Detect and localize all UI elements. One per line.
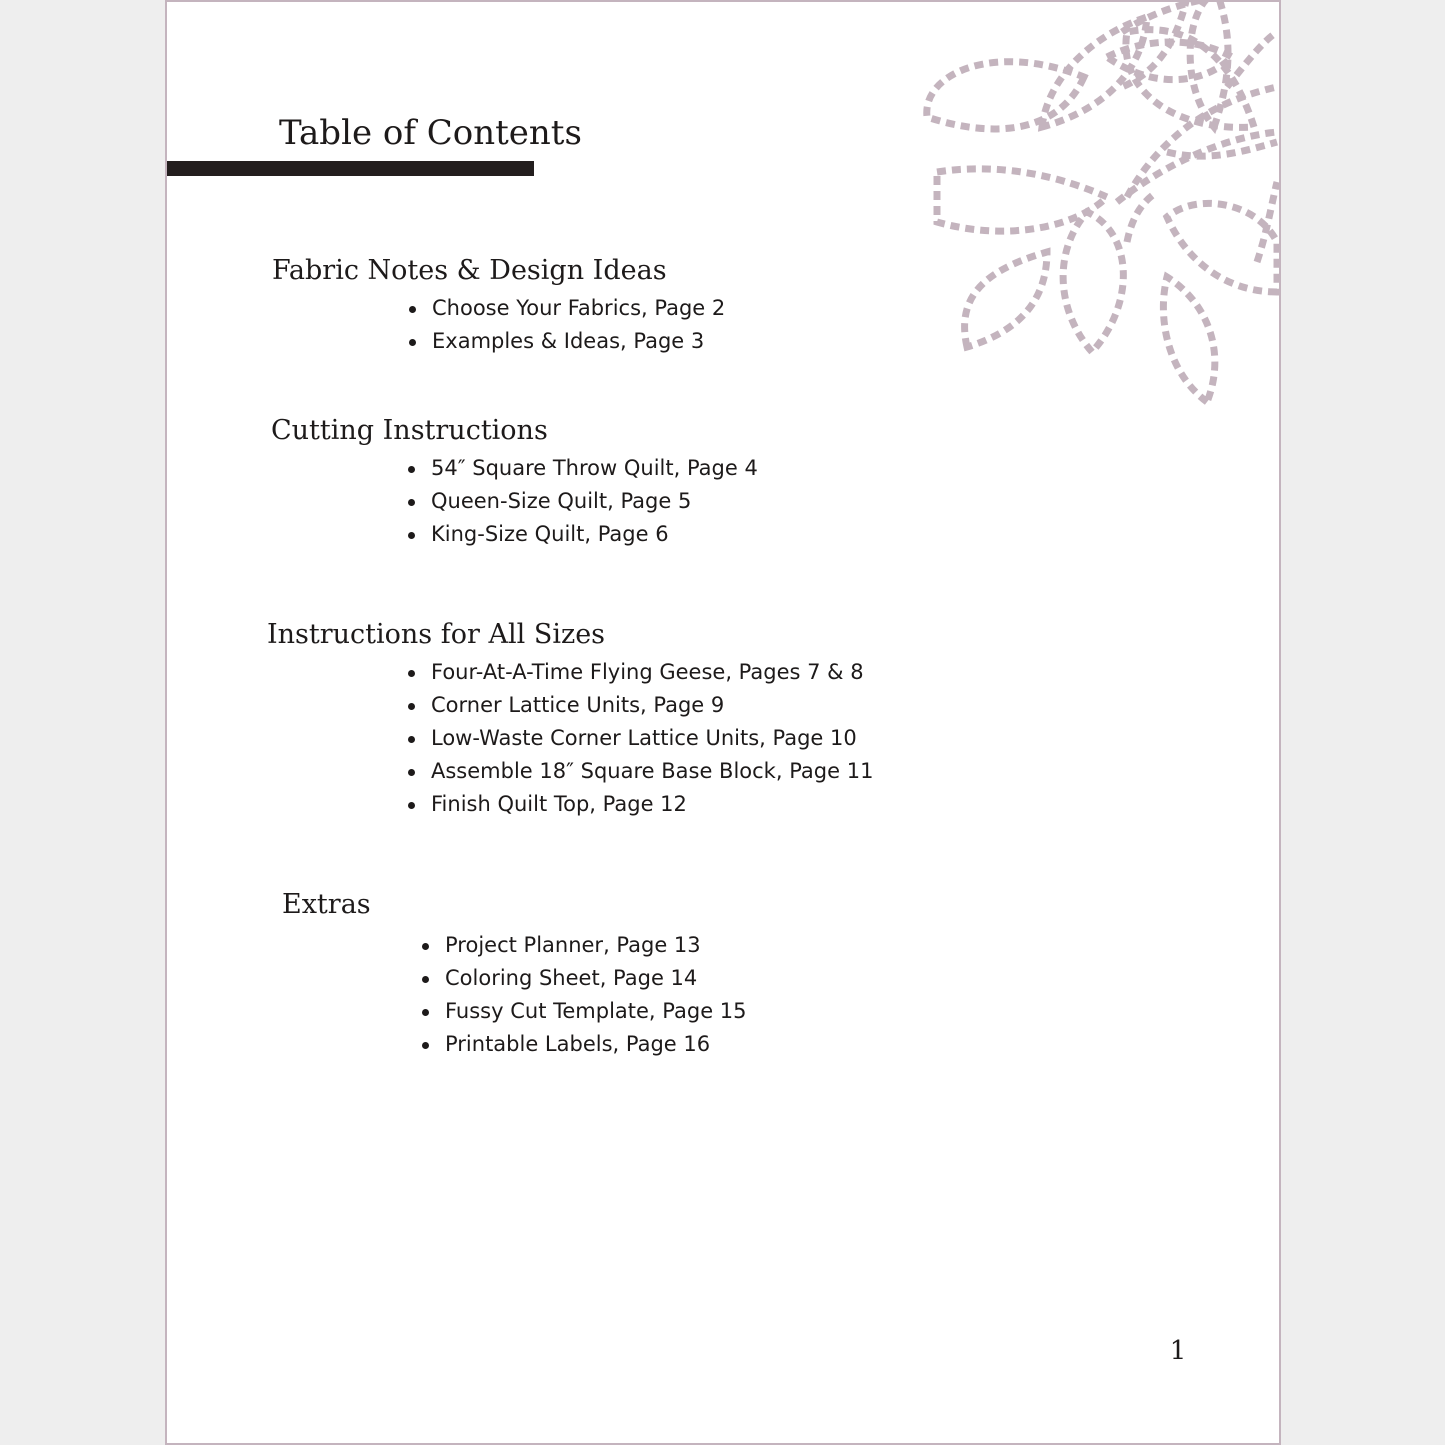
bullet-icon [409,306,416,313]
toc-section-instructions-all-sizes [267,617,873,821]
toc-section-cutting-instructions [271,413,758,551]
flower-petal [1257,182,1277,262]
flower-petal [1167,142,1277,156]
list-item-text: Four-At-A-Time Flying Geese, Pages 7 & 8 [431,660,864,684]
list-item-text: Printable Labels, Page 16 [445,1032,711,1056]
flower-petal [1190,2,1228,127]
flower-petal [937,169,1107,231]
flower-petal [965,252,1047,347]
flower-petal [1117,132,1277,202]
bullet-icon [408,736,415,743]
bullet-icon [409,339,416,346]
list-item [431,656,873,689]
list-item-text: Low-Waste Corner Lattice Units, Page 10 [431,726,857,750]
list-item [445,962,747,995]
list-item-text: Project Planner, Page 13 [445,933,701,957]
flower-petal [1063,212,1123,352]
flower-petal [1127,87,1277,197]
list-item [431,689,873,722]
list-item-text: Coloring Sheet, Page 14 [445,966,698,990]
list-item [432,292,725,325]
bullet-icon [422,976,429,983]
list-item-text: Finish Quilt Top, Page 12 [431,792,687,816]
list-item-text: Examples & Ideas, Page 3 [432,329,705,353]
section-heading: Fabric Notes & Design Ideas [272,255,667,286]
section-heading: Instructions for All Sizes [267,619,606,650]
list-item-text: Queen-Size Quilt, Page 5 [431,489,692,513]
bullet-icon [408,703,415,710]
list-item-text: King-Size Quilt, Page 6 [431,522,669,546]
list-item [431,452,758,485]
flower-petal [1107,42,1232,80]
list-item [431,788,873,821]
toc-section-extras [282,887,747,1061]
page-number: 1 [1169,1336,1187,1366]
list-item [445,995,747,1028]
list-item-text: Fussy Cut Template, Page 15 [445,999,747,1023]
flower-petal [927,62,1084,129]
list-item-text: Choose Your Fabrics, Page 2 [432,296,726,320]
flower-petal [1126,30,1254,128]
title-underline-bar [167,161,534,176]
list-item [445,929,747,962]
flower-petal [1122,2,1217,32]
list-item [445,1028,747,1061]
dotted-flower-decoration [167,2,1279,422]
flower-petal [1163,277,1214,402]
bullet-icon [422,1042,429,1049]
section-item-list [431,452,758,551]
bullet-icon [408,769,415,776]
flower-petal [1127,192,1157,242]
bullet-icon [408,499,415,506]
list-item [431,755,873,788]
bullet-icon [422,1009,429,1016]
flower-petal [1042,17,1147,127]
flower-petal [1122,2,1187,87]
list-item-text: 54″ Square Throw Quilt, Page 4 [431,456,758,480]
list-item-text: Corner Lattice Units, Page 9 [431,693,725,717]
section-item-list [431,656,873,821]
bullet-icon [408,466,415,473]
section-item-list [432,292,725,358]
list-item [431,518,758,551]
section-item-list [445,929,747,1061]
bullet-icon [408,532,415,539]
section-heading: Extras [282,889,371,920]
page-title: Table of Contents [279,113,582,153]
flower-petal [1167,203,1277,292]
toc-section-fabric-notes [272,253,725,358]
flower-petal [1227,32,1277,87]
bullet-icon [408,802,415,809]
bullet-icon [422,943,429,950]
list-item-text: Assemble 18″ Square Base Block, Page 11 [431,759,874,783]
section-heading: Cutting Instructions [271,415,548,446]
bullet-icon [408,670,415,677]
list-item [431,485,758,518]
list-item [431,722,873,755]
document-page [165,0,1281,1445]
list-item [432,325,725,358]
